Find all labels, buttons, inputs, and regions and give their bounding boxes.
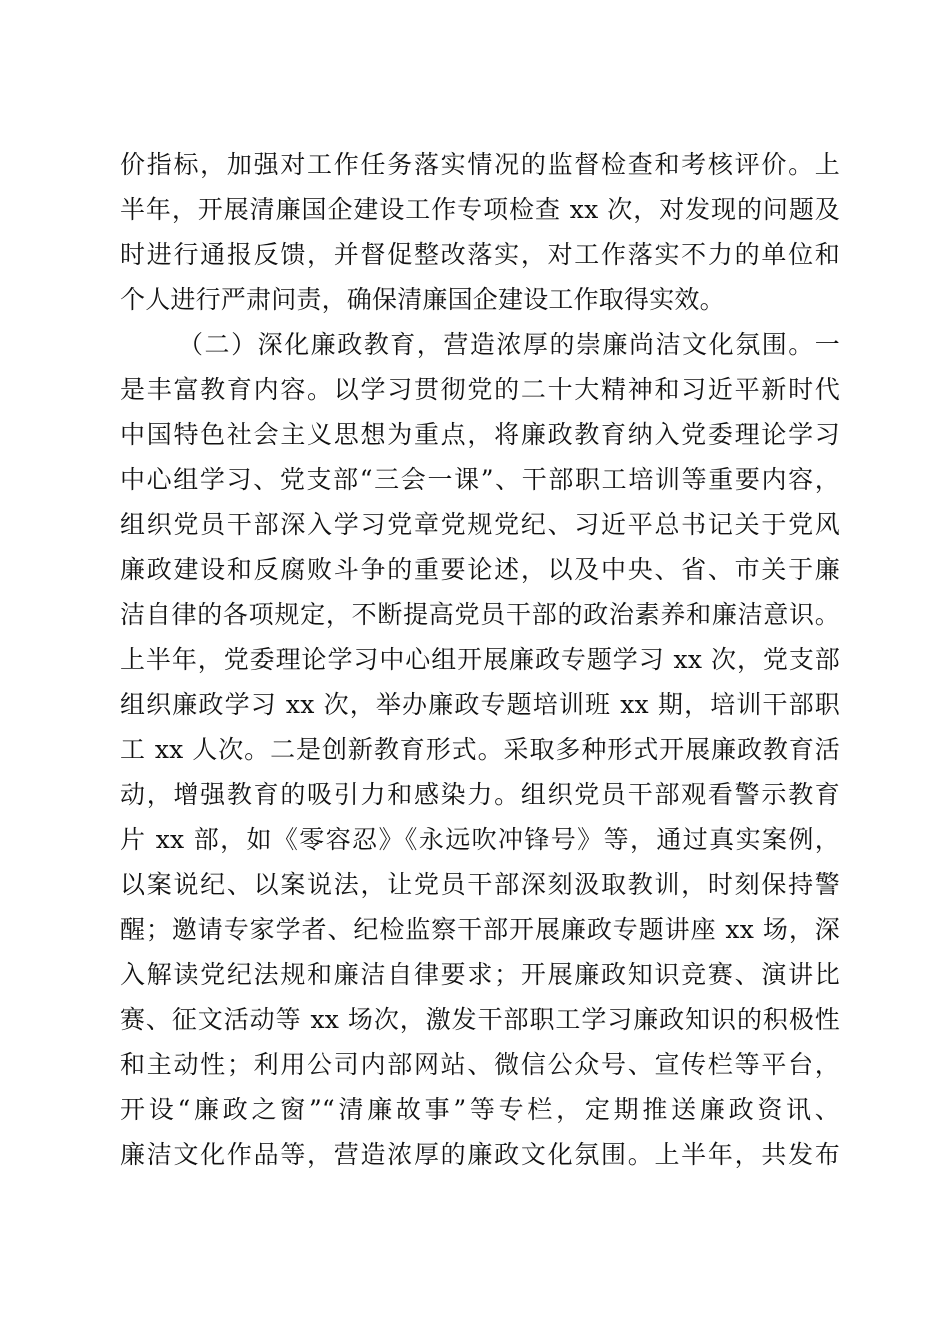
- text-line: 廉洁文化作品等，营造浓厚的廉政文化氛围。上半年，共发布: [120, 1140, 840, 1169]
- text-line: 是丰富教育内容。以学习贯彻党的二十大精神和习近平新时代: [120, 375, 840, 404]
- text-line: 时进行通报反馈，并督促整改落实，对工作落实不力的单位和: [120, 240, 840, 269]
- text-line: 个人进行严肃问责，确保清廉国企建设工作取得实效。: [120, 285, 725, 314]
- text-line: 中国特色社会主义思想为重点，将廉政教育纳入党委理论学习: [120, 420, 840, 449]
- section-heading-line: （二）深化廉政教育，营造浓厚的崇廉尚洁文化氛围。一: [178, 330, 840, 359]
- text-line: 和主动性；利用公司内部网站、微信公众号、宣传栏等平台，: [120, 1050, 840, 1079]
- text-line: 上半年，党委理论学习中心组开展廉政专题学习 xx 次，党支部: [120, 645, 840, 674]
- text-line: 动，增强教育的吸引力和感染力。组织党员干部观看警示教育: [120, 780, 840, 809]
- text-line: 廉政建设和反腐败斗争的重要论述，以及中央、省、市关于廉: [120, 555, 840, 584]
- text-line: 赛、征文活动等 xx 场次，激发干部职工学习廉政知识的积极性: [120, 1005, 840, 1034]
- text-line: 片 xx 部，如《零容忍》《永远吹冲锋号》等，通过真实案例，: [120, 825, 840, 854]
- text-line: 半年，开展清廉国企建设工作专项检查 xx 次，对发现的问题及: [120, 195, 840, 224]
- text-line: 工 xx 人次。二是创新教育形式。采取多种形式开展廉政教育活: [120, 735, 840, 764]
- text-line: 洁自律的各项规定，不断提高党员干部的政治素养和廉洁意识。: [120, 600, 840, 629]
- text-line: 价指标，加强对工作任务落实情况的监督检查和考核评价。上: [120, 150, 840, 179]
- text-line: 以案说纪、以案说法，让党员干部深刻汲取教训，时刻保持警: [120, 870, 840, 899]
- text-line: 醒；邀请专家学者、纪检监察干部开展廉政专题讲座 xx 场，深: [120, 915, 840, 944]
- text-line: 组织廉政学习 xx 次，举办廉政专题培训班 xx 期，培训干部职: [120, 690, 840, 719]
- text-line: 组织党员干部深入学习党章党规党纪、习近平总书记关于党风: [120, 510, 840, 539]
- text-line: 入解读党纪法规和廉洁自律要求；开展廉政知识竞赛、演讲比: [120, 960, 840, 989]
- text-line: 中心组学习、党支部“三会一课”、干部职工培训等重要内容，: [120, 465, 840, 494]
- text-line: 开设“廉政之窗”“清廉故事”等专栏，定期推送廉政资讯、: [120, 1095, 840, 1124]
